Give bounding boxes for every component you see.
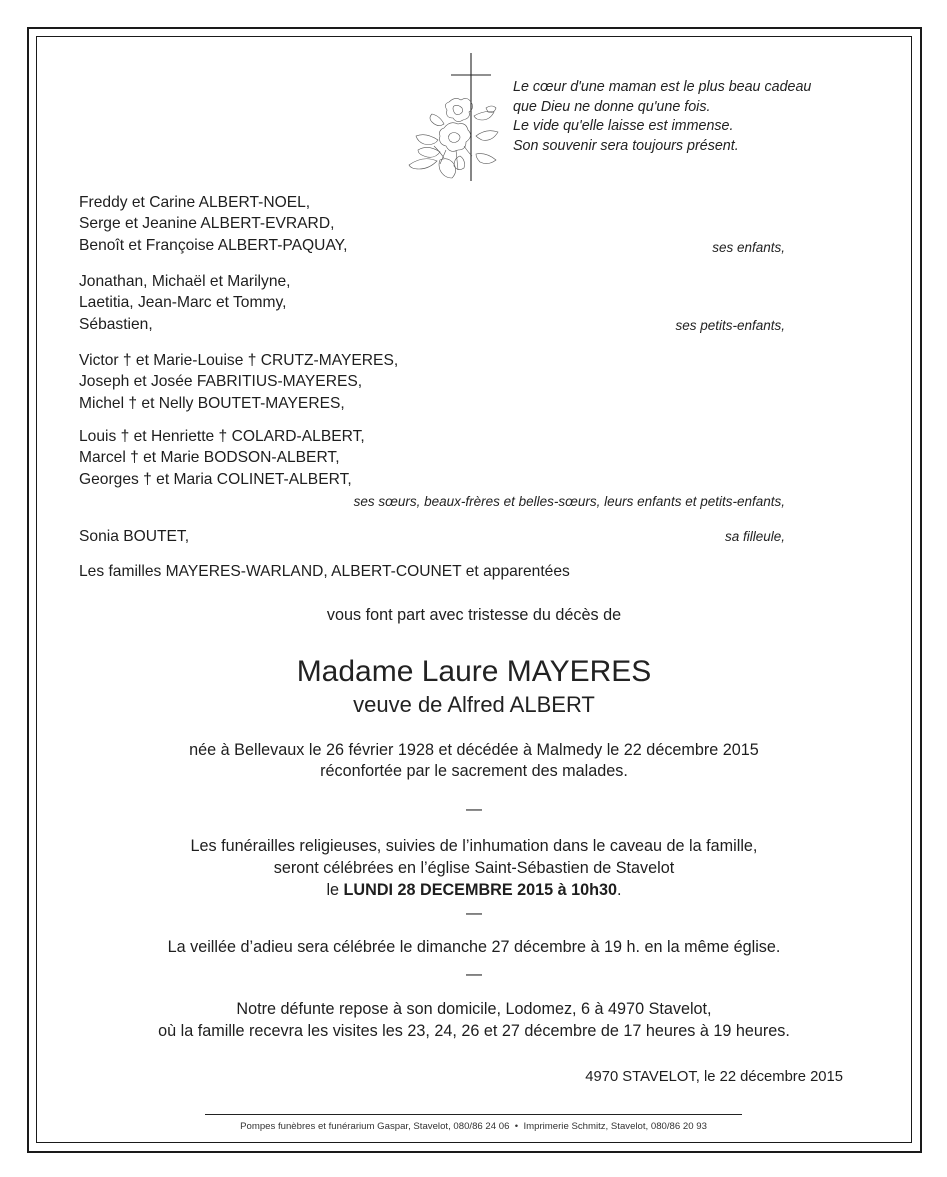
funeral-line-1: Les funérailles religieuses, suivies de l’inhumation dans le caveau de la famille, (190, 837, 758, 855)
siblings-albert-names (79, 426, 365, 490)
funeral-line-3 (37, 880, 911, 901)
flower-bouquet-icon (409, 98, 498, 178)
funeral-date: LUNDI 28 DECEMBRE 2015 à 10h30 (343, 881, 618, 899)
family-name-line: Georges † et Maria COLINET-ALBERT, (79, 470, 352, 488)
visits-line-2: où la famille recevra les visites les 23, 24, 26 et 27 décembre de 17 heures à 19 heures. (158, 1022, 790, 1040)
relation-goddaughter: sa filleule, (724, 529, 785, 544)
sacrament-line: réconfortée par le sacrement des malades. (320, 762, 628, 780)
family-name-line: Michel † et Nelly BOUTET-MAYERES, (79, 394, 345, 412)
footer-rule (205, 1114, 742, 1115)
place-date: 4970 STAVELOT, le 22 décembre 2015 (585, 1069, 843, 1085)
separator-dash: — (466, 801, 482, 818)
footer-printer: Imprimerie Schmitz, Stavelot, 080/86 20 93 (523, 1121, 707, 1132)
deceased-widow-of: veuve de Alfred ALBERT (353, 692, 595, 717)
relation-grandchildren: ses petits-enfants, (675, 318, 785, 333)
relation-children: ses enfants, (712, 240, 785, 255)
family-name-line: Benoît et Françoise ALBERT-PAQUAY, (79, 236, 348, 254)
family-name-line: Marcel † et Marie BODSON-ALBERT, (79, 449, 340, 467)
separator-dash: — (466, 966, 482, 983)
deceased-name: Madame Laure MAYERES (296, 655, 652, 688)
family-name-line: Victor † et Marie-Louise † CRUTZ-MAYERES, (79, 352, 399, 369)
poem-line: que Dieu ne donne qu'une fois. (513, 98, 711, 115)
siblings-mayeres-names (79, 350, 398, 414)
visits-line-1: Notre défunte repose à son domicile, Lodomez, 6 à 4970 Stavelot, (236, 1000, 712, 1018)
footer-funeral-home: Pompes funèbres et funérarium Gaspar, Stavelot, 080/86 24 06 (240, 1121, 510, 1132)
children-names (79, 192, 347, 256)
vigil-line: La veillée d’adieu sera célébrée le dimanche 27 décembre à 19 h. en la même église. (167, 938, 781, 956)
family-name-line: Joseph et Josée FABRITIUS-MAYERES, (79, 373, 363, 391)
poem-line: Le vide qu'elle laisse est immense. (513, 118, 734, 135)
goddaughter-name: Sonia BOUTET, (79, 528, 190, 545)
family-name-line: Jonathan, Michaël et Marilyne, (79, 273, 291, 290)
grandchildren-names (79, 271, 291, 335)
poem-line: Son souvenir sera toujours présent. (513, 137, 739, 154)
funeral-date-suffix: . (617, 881, 622, 899)
family-name-line: Sébastien, (79, 315, 153, 333)
funeral-line-2: seront célébrées en l’église Saint-Sébastien de Stavelot (273, 859, 675, 877)
family-name-line: Serge et Jeanine ALBERT-EVRARD, (79, 215, 335, 233)
family-name-line: Freddy et Carine ALBERT-NOEL, (79, 194, 311, 211)
separator-dash: — (466, 905, 482, 922)
poem-line: Le cœur d'une maman est le plus beau cadeau (513, 79, 812, 95)
family-name-line: Laetitia, Jean-Marc et Tommy, (79, 294, 287, 312)
poem (513, 78, 811, 156)
cross-with-flowers-icon (404, 50, 504, 185)
funeral-date-prefix: le (326, 881, 344, 899)
birth-death-line: née à Bellevaux le 26 février 1928 et décédée à Malmedy le 22 décembre 2015 (189, 741, 759, 759)
announcement: vous font part avec tristesse du décès de (326, 606, 622, 624)
family-name-line: Louis † et Henriette † COLARD-ALBERT, (79, 428, 365, 445)
footer-bullet: • (514, 1121, 519, 1132)
families-line: Les familles MAYERES-WARLAND, ALBERT-COUNET et apparentées (79, 563, 570, 580)
footer (205, 1121, 742, 1132)
relation-siblings: ses sœurs, beaux-frères et belles-sœurs, leurs enfants et petits-enfants, (353, 494, 785, 509)
